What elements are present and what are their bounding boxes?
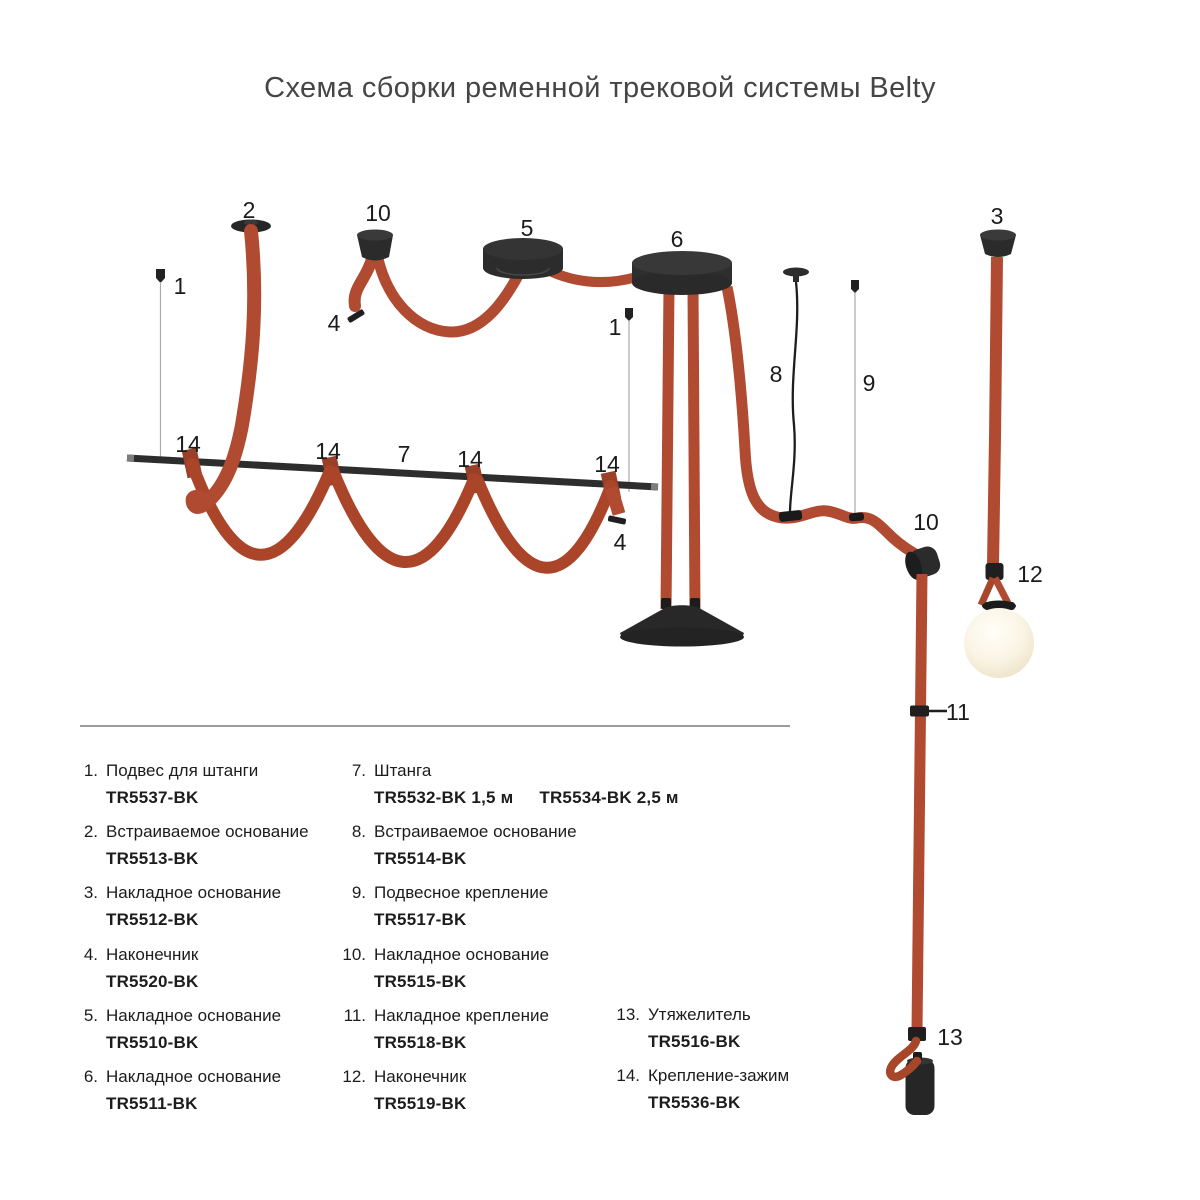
label-14-2: 14 xyxy=(315,438,341,464)
label-14-3: 14 xyxy=(457,446,483,472)
item-name: Накладное крепление xyxy=(374,1005,549,1025)
item-name: Утяжелитель xyxy=(648,1005,751,1024)
item-code: TR5514-BK xyxy=(374,849,467,869)
item-code: TR5519-BK xyxy=(374,1094,467,1114)
item-name: Штанга xyxy=(374,761,432,780)
item-number: 1. xyxy=(83,761,98,780)
end-tip-12 xyxy=(986,563,1004,580)
item-code: TR5513-BK xyxy=(106,849,199,869)
label-10-left: 10 xyxy=(365,200,391,226)
label-12: 12 xyxy=(1017,561,1043,587)
legend-item-9 xyxy=(322,882,682,931)
rod-7 xyxy=(127,458,658,487)
label-1-left: 1 xyxy=(173,273,187,299)
item-name: Встраиваемое основание xyxy=(106,822,309,842)
belt-tail-right xyxy=(608,488,627,525)
label-10-right: 10 xyxy=(913,509,939,535)
label-4-left: 4 xyxy=(327,310,341,336)
item-code: TR5510-BK xyxy=(106,1032,199,1052)
pendant-mount-9-with-wire xyxy=(851,280,859,514)
legend-item-10 xyxy=(322,944,682,993)
legend-divider xyxy=(80,725,790,727)
belt-5-to-6 xyxy=(552,272,640,282)
item-name: Подвес для штанги xyxy=(106,761,259,780)
legend-column-3 xyxy=(598,1004,878,1126)
item-name: Наконечник xyxy=(106,944,199,964)
item-code: TR5518-BK xyxy=(374,1032,467,1052)
item-code: TR5511-BK xyxy=(106,1094,198,1114)
legend-item-7 xyxy=(322,760,682,809)
legend-item-8 xyxy=(322,821,682,870)
vertical-belt-right xyxy=(917,574,922,1031)
item-number: 9. xyxy=(351,883,366,903)
sphere-diffuser xyxy=(964,608,1034,678)
legend-item-5 xyxy=(60,1005,350,1054)
legend-item-2 xyxy=(60,821,350,870)
label-2: 2 xyxy=(242,197,256,223)
label-6: 6 xyxy=(670,226,684,252)
surface-base-3 xyxy=(980,230,1016,258)
belt-tail-left xyxy=(355,259,372,306)
label-11: 11 xyxy=(946,699,970,725)
label-3: 3 xyxy=(990,203,1004,229)
cone-pendant-shade xyxy=(620,598,744,647)
item-number: 3. xyxy=(83,883,98,903)
rod-suspension-1-right xyxy=(625,308,633,492)
item-code: TR5517-BK xyxy=(374,910,467,930)
page-title: Схема сборки ременной трековой системы Belty xyxy=(264,72,936,104)
item-name: Подвесное крепление xyxy=(374,883,549,903)
surface-base-6 xyxy=(632,251,732,295)
label-7: 7 xyxy=(397,441,411,467)
item-number: 11. xyxy=(343,1005,366,1025)
item-name: Накладное основание xyxy=(106,1005,282,1025)
label-9: 9 xyxy=(862,370,876,396)
label-1-right: 1 xyxy=(608,314,622,340)
label-4-right: 4 xyxy=(613,529,627,555)
wavy-belt-to-base-10-right xyxy=(727,287,925,560)
item-code: TR5512-BK xyxy=(106,910,199,930)
item-code: TR5515-BK xyxy=(374,971,467,991)
item-number: 4. xyxy=(83,944,98,964)
label-13: 13 xyxy=(937,1024,963,1050)
item-code-long: TR5534-BK 2,5 м xyxy=(539,788,679,808)
weight-13-assembly xyxy=(890,1027,934,1115)
item-code xyxy=(374,787,682,809)
label-14-4: 14 xyxy=(594,451,620,477)
surface-base-5 xyxy=(483,238,640,282)
belt-from-base-3 xyxy=(993,257,997,566)
label-8: 8 xyxy=(769,361,783,387)
item-number: 8. xyxy=(351,822,366,842)
item-code: TR5516-BK xyxy=(648,1032,741,1052)
item-number: 5. xyxy=(83,1005,98,1025)
item-name: Наконечник xyxy=(374,1066,467,1086)
item-name: Накладное основание xyxy=(374,944,550,964)
item-number: 7. xyxy=(351,761,366,780)
legend-item-1 xyxy=(60,760,350,809)
legend-item-4 xyxy=(60,944,350,993)
item-code: TR5537-BK xyxy=(106,788,199,808)
item-name: Крепление-зажим xyxy=(648,1066,790,1086)
item-code: TR5520-BK xyxy=(106,971,199,991)
label-5: 5 xyxy=(520,215,534,241)
item-number: 13. xyxy=(616,1005,640,1024)
legend-item-14 xyxy=(598,1065,878,1114)
rod-suspension-1-left xyxy=(156,269,165,459)
label-14-1: 14 xyxy=(175,431,201,457)
item-name: Накладное основание xyxy=(106,1066,282,1086)
belt-clip-9 xyxy=(849,512,865,521)
item-name: Накладное основание xyxy=(106,883,282,903)
legend-item-6 xyxy=(60,1066,350,1115)
item-name: Встраиваемое основание xyxy=(374,822,577,842)
surface-clamp-11 xyxy=(910,706,947,717)
item-code-short: TR5532-BK 1,5 м xyxy=(374,788,514,808)
item-number: 10. xyxy=(342,944,366,964)
legend-column-1 xyxy=(60,760,350,1127)
legend-item-3 xyxy=(60,882,350,931)
item-number: 2. xyxy=(83,822,98,842)
end-tip-4-right xyxy=(608,515,627,525)
item-number: 6. xyxy=(83,1066,98,1086)
item-code: TR5536-BK xyxy=(648,1093,741,1113)
item-number: 14. xyxy=(616,1066,640,1086)
recessed-base-8-with-wire xyxy=(783,268,809,513)
item-number: 12. xyxy=(342,1066,366,1086)
legend-item-13 xyxy=(598,1004,878,1053)
